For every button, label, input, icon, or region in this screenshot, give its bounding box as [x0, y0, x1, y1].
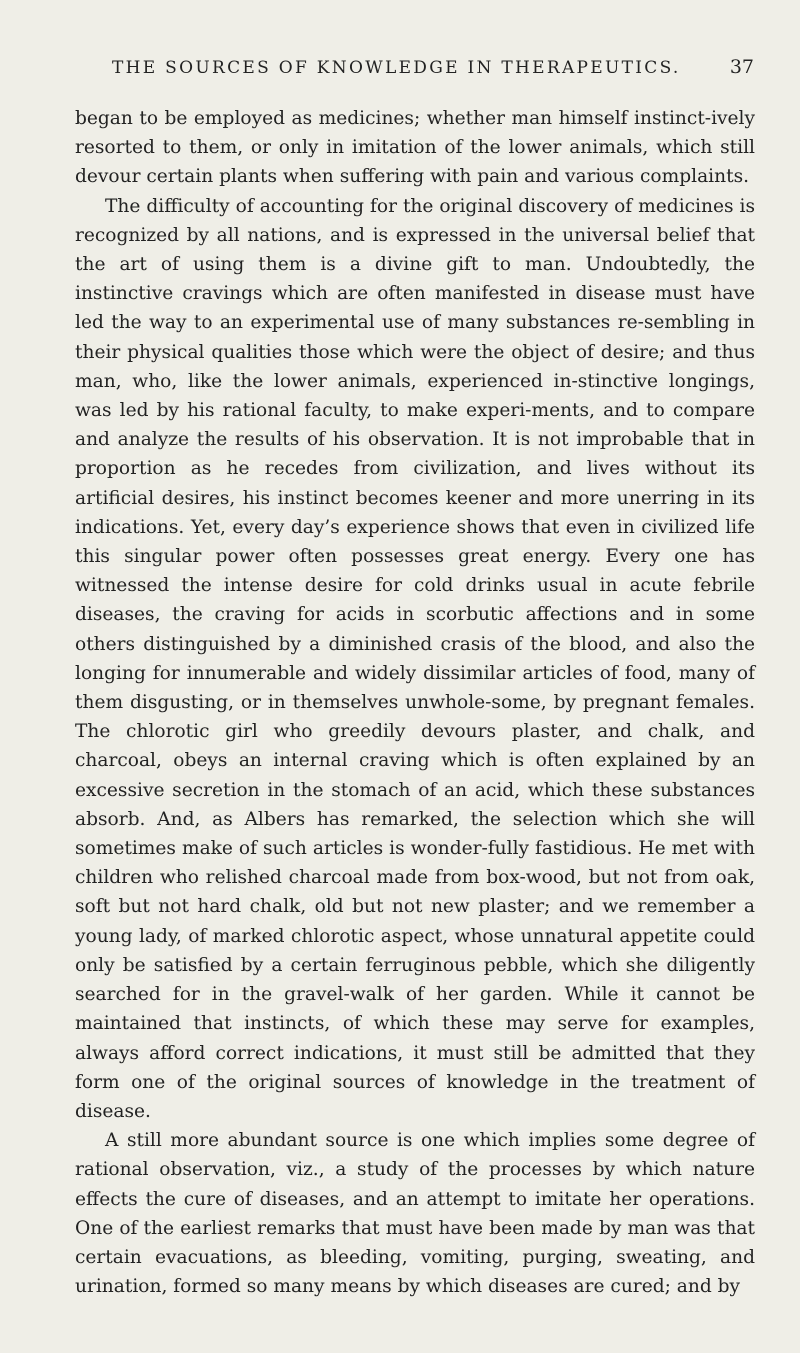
running-head: [112, 58, 754, 88]
page-number: 37: [729, 56, 754, 78]
paragraph-2: The difficulty of accounting for the original discovery of medicines is recognized by all nations, and is expressed in the universal belief that the art of using them is a divine gift to man. Undoubtedly, the instinctive cravings which are often manifested in disease must have led the way to an experimental use of many substances re-sembling in their physical qualities those which were the object of desire; and thus man, who, like the lower animals, experienced in-stinctive longings, was led by his rational faculty, to make experi-ments, and to compare and analyze the results of his observation. It is not improbable that in proportion as he recedes from civilization, and lives without its artificial desires, his instinct becomes keener and more unerring in its indications. Yet, every day’s experience shows that even in civilized life this singular power often possesses great energy. Every one has witnessed the intense desire for cold drinks usual in acute febrile diseases, the craving for acids in scorbutic affections and in some others distinguished by a diminished crasis of the blood, and also the longing for innumerable and widely dissimilar articles of food, many of them disgusting, or in themselves unwhole-some, by pregnant females. The chlorotic girl who greedily devours plaster, and chalk, and charcoal, obeys an internal craving which is often explained by an excessive secretion in the stomach of an acid, which these substances absorb. And, as Albers has remarked, the selection which she will sometimes make of such articles is wonder-fully fastidious. He met with children who relished charcoal made from box-wood, but not from oak, soft but not hard chalk, old but not new plaster; and we remember a young lady, of marked chlorotic aspect, whose unnatural appetite could only be satisfied by a certain ferruginous pebble, which she diligently searched for in the gravel-walk of her garden. While it cannot be maintained that instincts, of which these may serve for examples, always afford correct indications, it must still be admitted that they form one of the original sources of knowledge in the treatment of disease.: [75, 195, 755, 1122]
body-text: [75, 104, 755, 1301]
paragraph-3: A still more abundant source is one which implies some degree of rational observation, viz., a study of the processes by which nature effects the cure of diseases, and an attempt to imitate her operations. One of the earliest remarks that must have been made by man was that certain evacuations, as bleeding, vomiting, purging, sweating, and urination, formed so many means by which diseases are cured; and by: [75, 1130, 755, 1298]
paragraph-1: began to be employed as medicines; whether man himself instinct-ively resorted to them, or only in imitation of the lower animals, which still devour certain plants when suffering with pain and various complaints.: [75, 108, 755, 188]
running-title: THE SOURCES OF KNOWLEDGE IN THERAPEUTICS.: [112, 58, 681, 78]
